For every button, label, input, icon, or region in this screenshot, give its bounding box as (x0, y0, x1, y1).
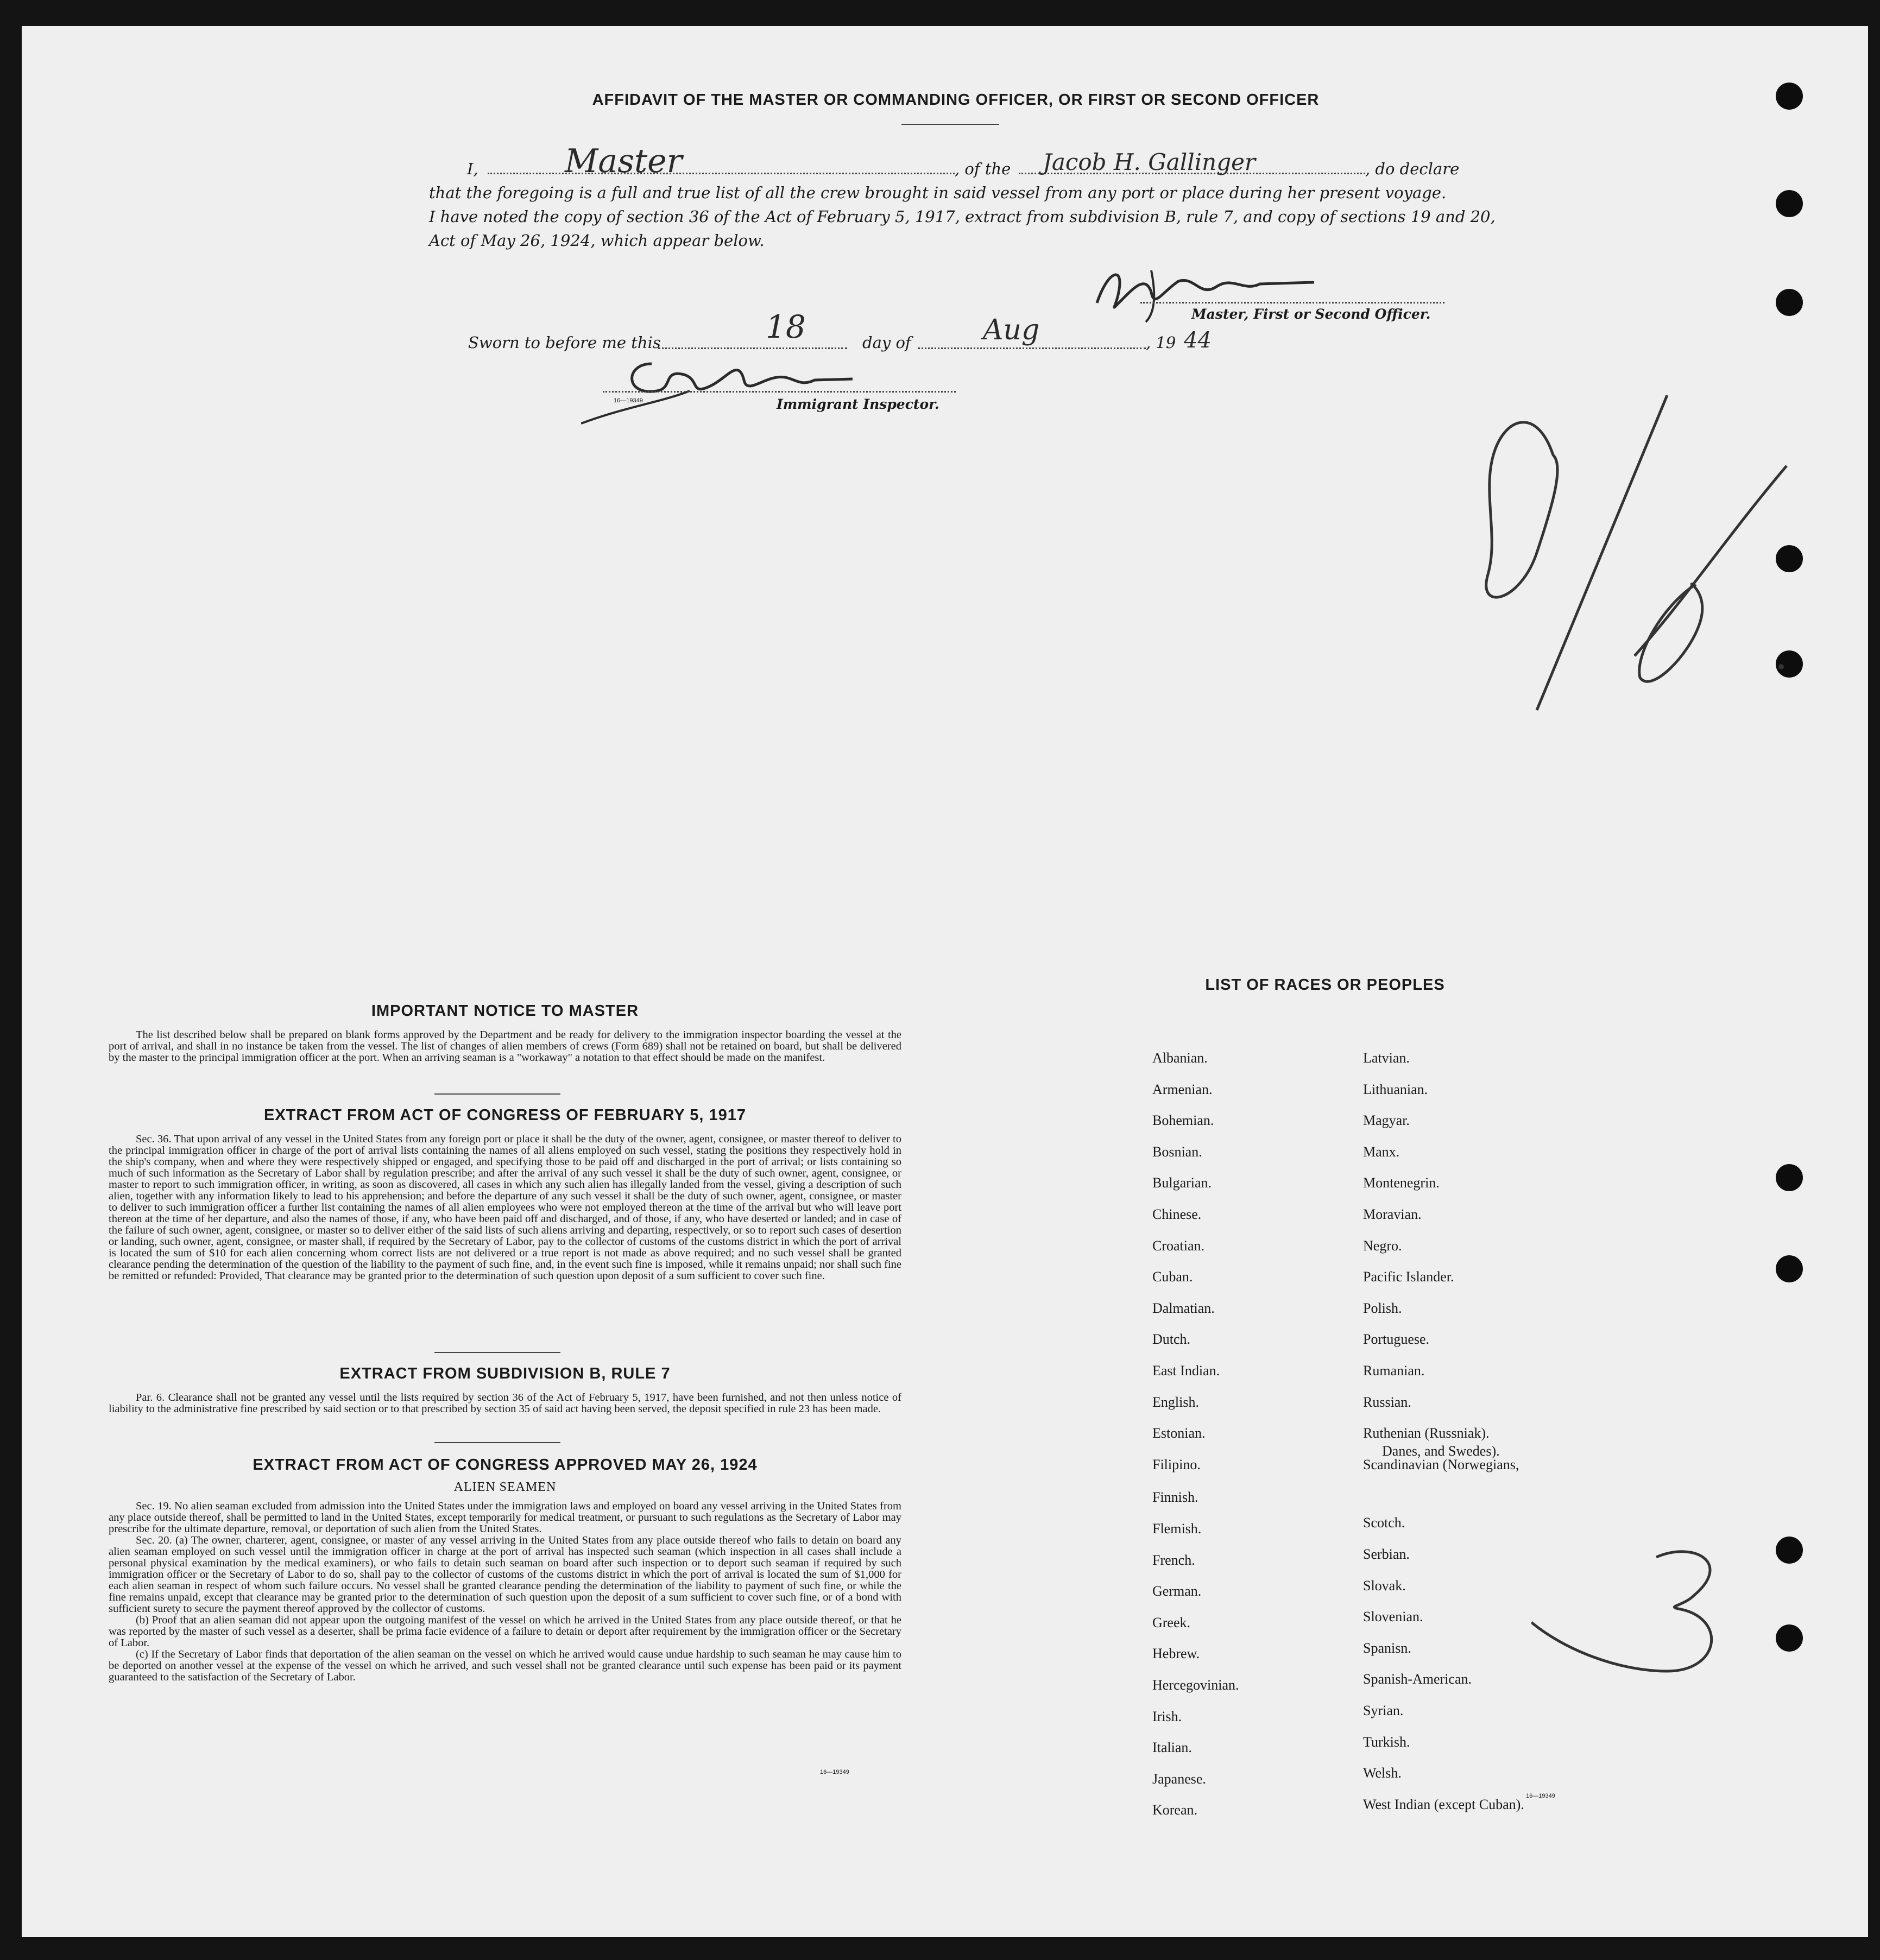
race-item: Albanian. (1152, 1050, 1208, 1066)
day-of-text: day of (862, 333, 911, 352)
inspector-label: Immigrant Inspector. (777, 396, 939, 412)
handwritten-date-mark (1455, 374, 1792, 721)
punch-hole (1776, 1255, 1803, 1282)
race-item: Finnish. (1152, 1489, 1198, 1506)
sworn-day-handwritten: 18 (766, 308, 806, 345)
punch-hole (1776, 1164, 1803, 1191)
document-page (22, 26, 1868, 1937)
sworn-month-handwritten: Aug (983, 314, 1040, 346)
race-item: Dutch. (1152, 1331, 1191, 1348)
race-item: Polish. (1363, 1300, 1402, 1316)
punch-hole (1776, 190, 1803, 217)
handwritten-page-number (1531, 1541, 1738, 1682)
race-item: Bulgarian. (1152, 1175, 1212, 1191)
master-name-line (488, 173, 955, 174)
race-item: Spanisn. (1363, 1640, 1411, 1656)
race-item: Ruthenian (Russniak). (1363, 1425, 1490, 1441)
race-item: Slovenian. (1363, 1609, 1423, 1625)
section-rule (434, 1442, 560, 1443)
race-item: Armenian. (1152, 1081, 1213, 1097)
race-item: Filipino. (1152, 1456, 1201, 1472)
race-item: Lithuanian. (1363, 1081, 1428, 1097)
master-name-handwritten: Master (565, 142, 683, 180)
master-signature-label: Master, First or Second Officer. (1191, 306, 1431, 322)
extract-rule7-title: EXTRACT FROM SUBDIVISION B, RULE 7 (339, 1365, 671, 1382)
race-item: Estonian. (1152, 1425, 1206, 1441)
section-rule (434, 1352, 560, 1353)
race-item: Scandinavian (Norwegians, (1363, 1456, 1519, 1472)
race-item: Negro. (1363, 1237, 1402, 1254)
extract-1917-title: EXTRACT FROM ACT OF CONGRESS OF FEBRUARY 5, 1917 (263, 1107, 747, 1124)
race-item: Manx. (1363, 1143, 1400, 1160)
race-item: Magyar. (1363, 1112, 1410, 1129)
race-item: Russian. (1363, 1394, 1411, 1410)
races-title: LIST OF RACES OR PEOPLES (1205, 976, 1445, 994)
extract-rule7-text: Par. 6. Clearance shall not be granted any vessel until the lists required by section 36 of the Act of February 5, 1917, have been furnished, and not then unless notice of liability to the administrative fine prescribed by said section or to that prescribed by section 35 of said act having been served, the deposit specified in rule 23 has been made. (109, 1392, 901, 1415)
race-item: Slovak. (1363, 1577, 1406, 1594)
race-item: Serbian. (1363, 1546, 1410, 1562)
title-rule (901, 124, 999, 125)
punch-hole (1776, 289, 1803, 316)
race-item: Croatian. (1152, 1237, 1205, 1254)
declarant-prefix: I, (467, 160, 478, 178)
year-prefix: , 19 (1146, 333, 1176, 352)
form-number: 16—19349 (1526, 1793, 1555, 1799)
race-item: Bosnian. (1152, 1143, 1202, 1160)
race-item: Dalmatian. (1152, 1300, 1215, 1316)
form-number: 16—19349 (614, 397, 643, 404)
form-number: 16—19349 (820, 1769, 849, 1775)
race-item: Spanish-American. (1363, 1671, 1472, 1687)
alien-seamen-subtitle: ALIEN SEAMEN (453, 1480, 557, 1494)
race-item: Flemish. (1152, 1521, 1202, 1537)
master-signature-line (1140, 302, 1444, 304)
notice-text: The list described below shall be prepared on blank forms approved by the Department and be ready for delivery to the immigration inspector boarding the vessel at the port of arrival, and shall in no instance be taken from the vessel. The list of changes of alien members of crews (Form 689) shall not be retained on board, but shall be delivered by the master to the principal immigration officer at the port. When an arriving seaman is a "workaway" a notation to that effect should be made on the manifest. (109, 1029, 901, 1064)
race-item: Pacific Islander. (1363, 1269, 1454, 1285)
race-item: Hebrew. (1152, 1646, 1200, 1662)
punch-hole (1776, 1537, 1803, 1564)
punch-hole (1776, 83, 1803, 110)
race-item: Cuban. (1152, 1269, 1193, 1285)
sworn-year-handwritten: 44 (1184, 328, 1212, 353)
inspector-signature-line (603, 391, 956, 393)
declare-text: , do declare (1365, 160, 1460, 178)
race-item: English. (1152, 1394, 1199, 1410)
affidavit-line-2: that the foregoing is a full and true list of all the crew brought in said vessel from any port or place during her present voyage. (429, 184, 1447, 202)
affidavit-line-4: Act of May 26, 1924, which appear below. (429, 231, 765, 250)
sworn-month-line (918, 347, 1146, 349)
race-item: Latvian. (1363, 1050, 1410, 1066)
sec20b-text: (b) Proof that an alien seaman did not appear upon the outgoing manifest of the vessel on which he arrived in the United States from any place outside thereof, or that he was reported by the master of such vessel as a deserter, shall be prima facie evidence of a failure to detain or deport after requirement by the immigration officer or the Secretary of Labor. (109, 1614, 901, 1649)
sec19-text: Sec. 19. No alien seaman excluded from admission into the United States under the immigration laws and employed on board any vessel arriving in the United States from any place outside thereof, shall be permitted to land in the United States, except temporarily for medical treatment, or pursuant to such regulations as the Secretary of Labor may prescribe for the ultimate departure, removal, or deportation of such alien from the United States. (109, 1500, 901, 1535)
vessel-name-handwritten: Jacob H. Gallinger (1043, 149, 1256, 175)
race-item: Welsh. (1363, 1765, 1402, 1781)
inspector-signature (581, 347, 885, 429)
race-item: Greek. (1152, 1614, 1191, 1630)
race-item: Korean. (1152, 1802, 1198, 1818)
notice-title: IMPORTANT NOTICE TO MASTER (371, 1002, 639, 1020)
race-item: Chinese. (1152, 1206, 1202, 1222)
race-item: Rumanian. (1363, 1363, 1425, 1379)
race-item: Bohemian. (1152, 1112, 1214, 1129)
punch-hole (1776, 1624, 1803, 1652)
race-item: German. (1152, 1583, 1202, 1599)
affidavit-title: AFFIDAVIT OF THE MASTER OR COMMANDING OFFICER, OR FIRST OR SECOND OFFICER (592, 91, 1320, 109)
extract-1924-title: EXTRACT FROM ACT OF CONGRESS APPROVED MAY 26, 1924 (253, 1456, 758, 1474)
sec20c-text: (c) If the Secretary of Labor finds that deportation of the alien seaman on the vessel on which he arrived would cause undue hardship to such seaman he may cause him to be deported on another vessel at the expense of the vessel on which he arrived, and such vessel shall not be granted clearance until such expense has been paid or its payment guaranteed to the satisfaction of the Secretary of Labor. (109, 1648, 901, 1683)
race-item: East Indian. (1152, 1363, 1220, 1379)
sec20a-text: Sec. 20. (a) The owner, charterer, agent, consignee, or master of any vessel arriving in the United States from any place outside thereof who fails to detain on board any alien seaman employed on such vessel until the immigration officer in charge at the port of arrival has inspected such seaman (which inspection in all cases shall include a personal physical examination by the medical examiners), or who fails to detain such seaman on board after such inspection or to deport such seaman if required by such immigration officer or the Secretary of Labor to do so, shall pay to the collector of customs of the customs district in which the port of arrival is located the sum of $1,000 for each alien seaman in respect of whom such failure occurs. No vessel shall be granted clearance pending the determination of the liability to payment of such fine, or while the fine remains unpaid, except that clearance may be granted prior to the determination of such question upon the deposit of a sum sufficient to cover such fine, or of a bond with sufficient surety to secure the payment thereof approved by the collector of customs. (109, 1534, 901, 1615)
race-item: Japanese. (1152, 1771, 1206, 1787)
race-item-continued: Danes, and Swedes). (1382, 1443, 1500, 1459)
sworn-prefix: Sworn to before me this (468, 333, 661, 352)
race-item: Syrian. (1363, 1703, 1404, 1718)
race-item: Scotch. (1363, 1515, 1405, 1531)
race-item: Portuguese. (1363, 1331, 1430, 1348)
race-item: Hercegovinian. (1152, 1677, 1239, 1693)
extract-1917-text: Sec. 36. That upon arrival of any vessel in the United States from any foreign port or place it shall be the duty of the owner, agent, consignee, or master thereof to deliver to the principal immigration officer in charge of the port of arrival lists containing the names of all aliens employed on such vessel, stating the positions they respectively hold in the ship's company, when and where they were respectively shipped or engaged, and specifying those to be paid off and discharged in the port of arrival; or lists containing so much of such information as the Secretary of Labor shall by regulation prescribe; and after the arrival of any such vessel it shall be the duty of such owner, agent, consignee, or master to report to such immigration officer, in writing, as soon as discovered, all cases in which any such alien has illegally landed from the vessel, giving a description of such alien, together with any information likely to lead to his apprehension; and before the departure of any such vessel it shall be the duty of such owner, agent, consignee, or master to deliver to such immigration officer a further list containing the names of all alien employees who were not employed thereon at the time of the arrival but who will leave port thereon at the time of her departure, and also the names of those, if any, who have been paid off and discharged, and of those, if any, who have deserted or landed; and in case of the failure of such owner, agent, consignee, or master so to deliver either of the said lists of such aliens arriving and departing, respectively, or so to report such cases of desertion or landing, such owner, agent, consignee, or master shall, if required by the Secretary of Labor, pay to the collector of customs of the customs district in which the port of arrival is located the sum of $10 for each alien concerning whom correct lists are not delivered or a true report is not made as above required; and no such vessel shall be granted clearance pending the determination of the question of the liability to the payment of such fine, and, in the event such fine is imposed, while it remains unpaid; nor shall such fine be remitted or refunded: Provided, That clearance may be granted prior to the determination of such question upon deposit of a sum sufficient to cover such fine. (109, 1133, 901, 1282)
race-item: Italian. (1152, 1740, 1192, 1756)
race-item: West Indian (except Cuban). (1363, 1796, 1524, 1812)
race-item: French. (1152, 1552, 1195, 1568)
race-item: Moravian. (1363, 1206, 1422, 1222)
race-item: Irish. (1152, 1708, 1182, 1724)
race-item: Montenegrin. (1363, 1175, 1440, 1191)
of-the-text: , of the (955, 160, 1011, 178)
affidavit-line-3: I have noted the copy of section 36 of the Act of February 5, 1917, extract from subdivision B, rule 7, and copy of sections 19 and 20, (429, 207, 1496, 226)
race-item: Turkish. (1363, 1734, 1410, 1750)
section-rule (434, 1093, 560, 1095)
